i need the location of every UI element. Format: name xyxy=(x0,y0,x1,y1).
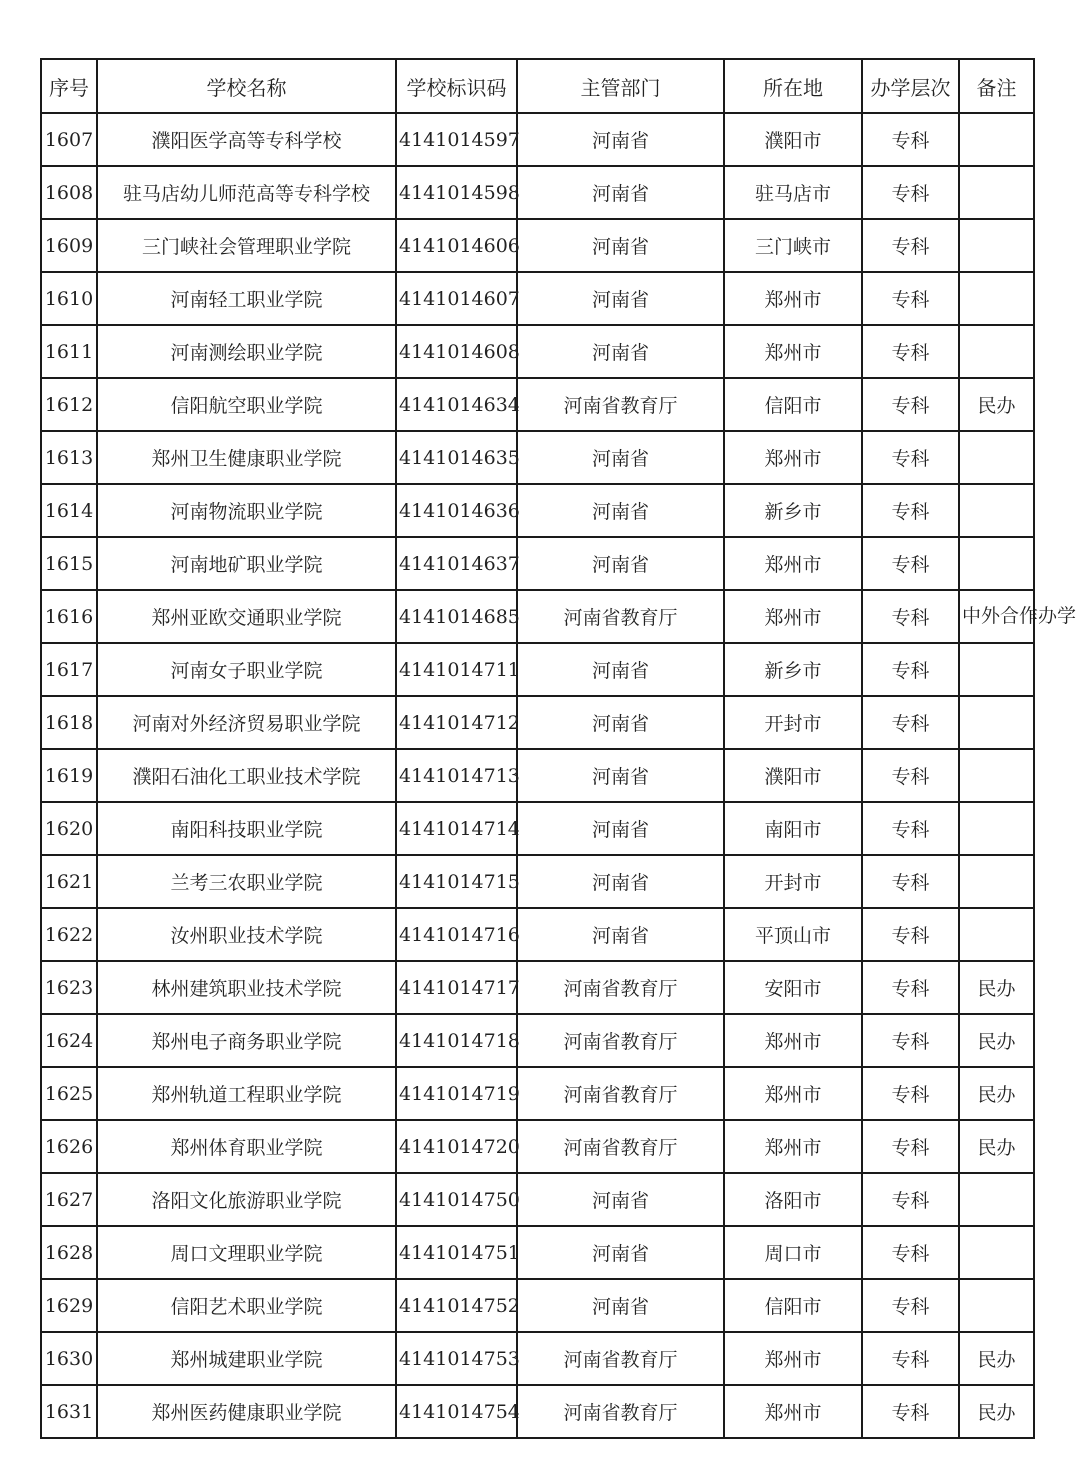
cell-level: 专科 xyxy=(862,961,959,1014)
cell-remarks: 民办 xyxy=(959,1014,1034,1067)
cell-school-name: 郑州电子商务职业学院 xyxy=(97,1014,396,1067)
cell-school-name: 濮阳石油化工职业技术学院 xyxy=(97,749,396,802)
cell-remarks xyxy=(959,484,1034,537)
cell-school-name: 河南对外经济贸易职业学院 xyxy=(97,696,396,749)
cell-school-code: 4141014637 xyxy=(396,537,517,590)
cell-index: 1621 xyxy=(41,855,97,908)
cell-level: 专科 xyxy=(862,1067,959,1120)
cell-level: 专科 xyxy=(862,166,959,219)
cell-remarks: 民办 xyxy=(959,378,1034,431)
cell-school-name: 郑州体育职业学院 xyxy=(97,1120,396,1173)
cell-remarks xyxy=(959,1226,1034,1279)
table-row xyxy=(41,802,1034,855)
cell-index: 1630 xyxy=(41,1332,97,1385)
cell-level: 专科 xyxy=(862,1226,959,1279)
cell-remarks: 中外合作办学 xyxy=(959,590,1034,643)
cell-remarks xyxy=(959,855,1034,908)
cell-remarks xyxy=(959,113,1034,166)
cell-department: 河南省 xyxy=(517,855,724,908)
cell-department: 河南省 xyxy=(517,484,724,537)
header-index: 序号 xyxy=(41,59,97,113)
cell-school-name: 郑州轨道工程职业学院 xyxy=(97,1067,396,1120)
cell-level: 专科 xyxy=(862,1120,959,1173)
cell-index: 1608 xyxy=(41,166,97,219)
cell-school-code: 4141014753 xyxy=(396,1332,517,1385)
cell-school-name: 汝州职业技术学院 xyxy=(97,908,396,961)
header-school-code: 学校标识码 xyxy=(396,59,517,113)
cell-index: 1613 xyxy=(41,431,97,484)
cell-remarks xyxy=(959,325,1034,378)
cell-school-code: 4141014720 xyxy=(396,1120,517,1173)
table-row xyxy=(41,325,1034,378)
cell-remarks: 民办 xyxy=(959,1067,1034,1120)
cell-school-name: 郑州医药健康职业学院 xyxy=(97,1385,396,1438)
cell-index: 1618 xyxy=(41,696,97,749)
cell-school-code: 4141014636 xyxy=(396,484,517,537)
cell-index: 1626 xyxy=(41,1120,97,1173)
cell-school-code: 4141014754 xyxy=(396,1385,517,1438)
cell-remarks: 民办 xyxy=(959,1332,1034,1385)
cell-level: 专科 xyxy=(862,325,959,378)
cell-school-code: 4141014750 xyxy=(396,1173,517,1226)
cell-location: 郑州市 xyxy=(724,431,862,484)
cell-level: 专科 xyxy=(862,749,959,802)
cell-location: 濮阳市 xyxy=(724,113,862,166)
cell-school-code: 4141014716 xyxy=(396,908,517,961)
cell-remarks xyxy=(959,1173,1034,1226)
table-row xyxy=(41,1173,1034,1226)
cell-department: 河南省 xyxy=(517,802,724,855)
cell-location: 安阳市 xyxy=(724,961,862,1014)
cell-school-code: 4141014717 xyxy=(396,961,517,1014)
cell-location: 周口市 xyxy=(724,1226,862,1279)
cell-index: 1627 xyxy=(41,1173,97,1226)
cell-index: 1607 xyxy=(41,113,97,166)
cell-level: 专科 xyxy=(862,908,959,961)
cell-school-name: 郑州城建职业学院 xyxy=(97,1332,396,1385)
table-row xyxy=(41,696,1034,749)
header-remarks: 备注 xyxy=(959,59,1034,113)
cell-remarks xyxy=(959,219,1034,272)
cell-school-code: 4141014712 xyxy=(396,696,517,749)
header-level: 办学层次 xyxy=(862,59,959,113)
cell-department: 河南省 xyxy=(517,325,724,378)
table-row xyxy=(41,908,1034,961)
cell-school-name: 郑州卫生健康职业学院 xyxy=(97,431,396,484)
cell-location: 郑州市 xyxy=(724,1332,862,1385)
cell-school-code: 4141014635 xyxy=(396,431,517,484)
cell-level: 专科 xyxy=(862,484,959,537)
cell-department: 河南省教育厅 xyxy=(517,961,724,1014)
cell-location: 三门峡市 xyxy=(724,219,862,272)
cell-index: 1610 xyxy=(41,272,97,325)
cell-location: 南阳市 xyxy=(724,802,862,855)
cell-remarks xyxy=(959,1279,1034,1332)
cell-remarks: 民办 xyxy=(959,961,1034,1014)
cell-school-name: 信阳航空职业学院 xyxy=(97,378,396,431)
cell-department: 河南省教育厅 xyxy=(517,1385,724,1438)
cell-location: 郑州市 xyxy=(724,590,862,643)
cell-location: 郑州市 xyxy=(724,1120,862,1173)
cell-level: 专科 xyxy=(862,1385,959,1438)
cell-index: 1609 xyxy=(41,219,97,272)
cell-school-name: 三门峡社会管理职业学院 xyxy=(97,219,396,272)
cell-department: 河南省教育厅 xyxy=(517,1067,724,1120)
cell-level: 专科 xyxy=(862,643,959,696)
header-department: 主管部门 xyxy=(517,59,724,113)
cell-school-code: 4141014598 xyxy=(396,166,517,219)
cell-level: 专科 xyxy=(862,855,959,908)
cell-index: 1616 xyxy=(41,590,97,643)
cell-index: 1629 xyxy=(41,1279,97,1332)
header-location: 所在地 xyxy=(724,59,862,113)
cell-department: 河南省 xyxy=(517,431,724,484)
table-row xyxy=(41,1120,1034,1173)
cell-level: 专科 xyxy=(862,1332,959,1385)
cell-department: 河南省 xyxy=(517,1279,724,1332)
table-row xyxy=(41,113,1034,166)
cell-location: 开封市 xyxy=(724,855,862,908)
cell-department: 河南省教育厅 xyxy=(517,1120,724,1173)
cell-school-name: 驻马店幼儿师范高等专科学校 xyxy=(97,166,396,219)
cell-location: 新乡市 xyxy=(724,643,862,696)
cell-school-code: 4141014606 xyxy=(396,219,517,272)
cell-level: 专科 xyxy=(862,219,959,272)
table-row xyxy=(41,166,1034,219)
table-row xyxy=(41,643,1034,696)
cell-school-code: 4141014607 xyxy=(396,272,517,325)
table-row xyxy=(41,378,1034,431)
cell-school-name: 信阳艺术职业学院 xyxy=(97,1279,396,1332)
cell-index: 1614 xyxy=(41,484,97,537)
cell-remarks xyxy=(959,537,1034,590)
cell-school-code: 4141014597 xyxy=(396,113,517,166)
table-row xyxy=(41,272,1034,325)
cell-location: 郑州市 xyxy=(724,1014,862,1067)
table-row xyxy=(41,855,1034,908)
cell-school-name: 河南物流职业学院 xyxy=(97,484,396,537)
cell-department: 河南省 xyxy=(517,113,724,166)
cell-department: 河南省 xyxy=(517,166,724,219)
cell-department: 河南省 xyxy=(517,272,724,325)
table-row xyxy=(41,961,1034,1014)
cell-level: 专科 xyxy=(862,1173,959,1226)
cell-school-code: 4141014752 xyxy=(396,1279,517,1332)
cell-school-name: 兰考三农职业学院 xyxy=(97,855,396,908)
table-row xyxy=(41,1332,1034,1385)
cell-school-name: 洛阳文化旅游职业学院 xyxy=(97,1173,396,1226)
table-row xyxy=(41,1385,1034,1438)
cell-level: 专科 xyxy=(862,431,959,484)
cell-school-code: 4141014685 xyxy=(396,590,517,643)
cell-index: 1622 xyxy=(41,908,97,961)
cell-department: 河南省 xyxy=(517,908,724,961)
table-header-row xyxy=(41,59,1034,113)
cell-location: 平顶山市 xyxy=(724,908,862,961)
cell-level: 专科 xyxy=(862,272,959,325)
cell-department: 河南省 xyxy=(517,749,724,802)
cell-school-code: 4141014719 xyxy=(396,1067,517,1120)
cell-level: 专科 xyxy=(862,1279,959,1332)
cell-remarks xyxy=(959,749,1034,802)
cell-department: 河南省教育厅 xyxy=(517,590,724,643)
cell-school-name: 濮阳医学高等专科学校 xyxy=(97,113,396,166)
cell-department: 河南省教育厅 xyxy=(517,378,724,431)
cell-school-code: 4141014714 xyxy=(396,802,517,855)
cell-department: 河南省 xyxy=(517,1173,724,1226)
cell-remarks xyxy=(959,696,1034,749)
cell-location: 信阳市 xyxy=(724,378,862,431)
cell-index: 1619 xyxy=(41,749,97,802)
cell-index: 1631 xyxy=(41,1385,97,1438)
table-row xyxy=(41,1067,1034,1120)
cell-index: 1625 xyxy=(41,1067,97,1120)
cell-index: 1615 xyxy=(41,537,97,590)
cell-school-code: 4141014715 xyxy=(396,855,517,908)
cell-location: 郑州市 xyxy=(724,1385,862,1438)
cell-remarks: 民办 xyxy=(959,1385,1034,1438)
cell-school-name: 河南地矿职业学院 xyxy=(97,537,396,590)
cell-location: 洛阳市 xyxy=(724,1173,862,1226)
cell-remarks: 民办 xyxy=(959,1120,1034,1173)
cell-school-name: 林州建筑职业技术学院 xyxy=(97,961,396,1014)
table-row xyxy=(41,590,1034,643)
cell-location: 新乡市 xyxy=(724,484,862,537)
cell-remarks xyxy=(959,802,1034,855)
cell-level: 专科 xyxy=(862,113,959,166)
cell-index: 1620 xyxy=(41,802,97,855)
header-school-name: 学校名称 xyxy=(97,59,396,113)
cell-school-name: 郑州亚欧交通职业学院 xyxy=(97,590,396,643)
cell-school-code: 4141014751 xyxy=(396,1226,517,1279)
cell-location: 濮阳市 xyxy=(724,749,862,802)
cell-level: 专科 xyxy=(862,590,959,643)
cell-location: 郑州市 xyxy=(724,1067,862,1120)
cell-location: 郑州市 xyxy=(724,325,862,378)
table-row xyxy=(41,484,1034,537)
cell-index: 1623 xyxy=(41,961,97,1014)
table-row xyxy=(41,1279,1034,1332)
cell-school-name: 河南测绘职业学院 xyxy=(97,325,396,378)
cell-level: 专科 xyxy=(862,802,959,855)
cell-level: 专科 xyxy=(862,378,959,431)
table-row xyxy=(41,1226,1034,1279)
cell-level: 专科 xyxy=(862,1014,959,1067)
cell-level: 专科 xyxy=(862,696,959,749)
cell-school-name: 河南轻工职业学院 xyxy=(97,272,396,325)
cell-index: 1624 xyxy=(41,1014,97,1067)
table-row xyxy=(41,1014,1034,1067)
cell-school-name: 南阳科技职业学院 xyxy=(97,802,396,855)
cell-remarks xyxy=(959,431,1034,484)
cell-school-code: 4141014713 xyxy=(396,749,517,802)
cell-remarks xyxy=(959,272,1034,325)
cell-department: 河南省 xyxy=(517,643,724,696)
cell-department: 河南省教育厅 xyxy=(517,1014,724,1067)
school-list-table xyxy=(40,58,1077,1439)
cell-remarks xyxy=(959,908,1034,961)
cell-remarks xyxy=(959,643,1034,696)
cell-school-code: 4141014634 xyxy=(396,378,517,431)
cell-school-name: 周口文理职业学院 xyxy=(97,1226,396,1279)
cell-department: 河南省教育厅 xyxy=(517,1332,724,1385)
cell-school-name: 河南女子职业学院 xyxy=(97,643,396,696)
cell-index: 1611 xyxy=(41,325,97,378)
cell-department: 河南省 xyxy=(517,219,724,272)
cell-department: 河南省 xyxy=(517,537,724,590)
cell-department: 河南省 xyxy=(517,696,724,749)
cell-index: 1628 xyxy=(41,1226,97,1279)
cell-index: 1612 xyxy=(41,378,97,431)
cell-school-code: 4141014711 xyxy=(396,643,517,696)
cell-department: 河南省 xyxy=(517,1226,724,1279)
cell-location: 信阳市 xyxy=(724,1279,862,1332)
table-row xyxy=(41,749,1034,802)
table-row xyxy=(41,431,1034,484)
cell-remarks xyxy=(959,166,1034,219)
cell-school-code: 4141014608 xyxy=(396,325,517,378)
cell-location: 开封市 xyxy=(724,696,862,749)
cell-level: 专科 xyxy=(862,537,959,590)
table-row xyxy=(41,537,1034,590)
cell-school-code: 4141014718 xyxy=(396,1014,517,1067)
cell-location: 驻马店市 xyxy=(724,166,862,219)
table-body xyxy=(41,113,1077,1438)
table-row xyxy=(41,219,1034,272)
cell-index: 1617 xyxy=(41,643,97,696)
cell-location: 郑州市 xyxy=(724,272,862,325)
cell-location: 郑州市 xyxy=(724,537,862,590)
